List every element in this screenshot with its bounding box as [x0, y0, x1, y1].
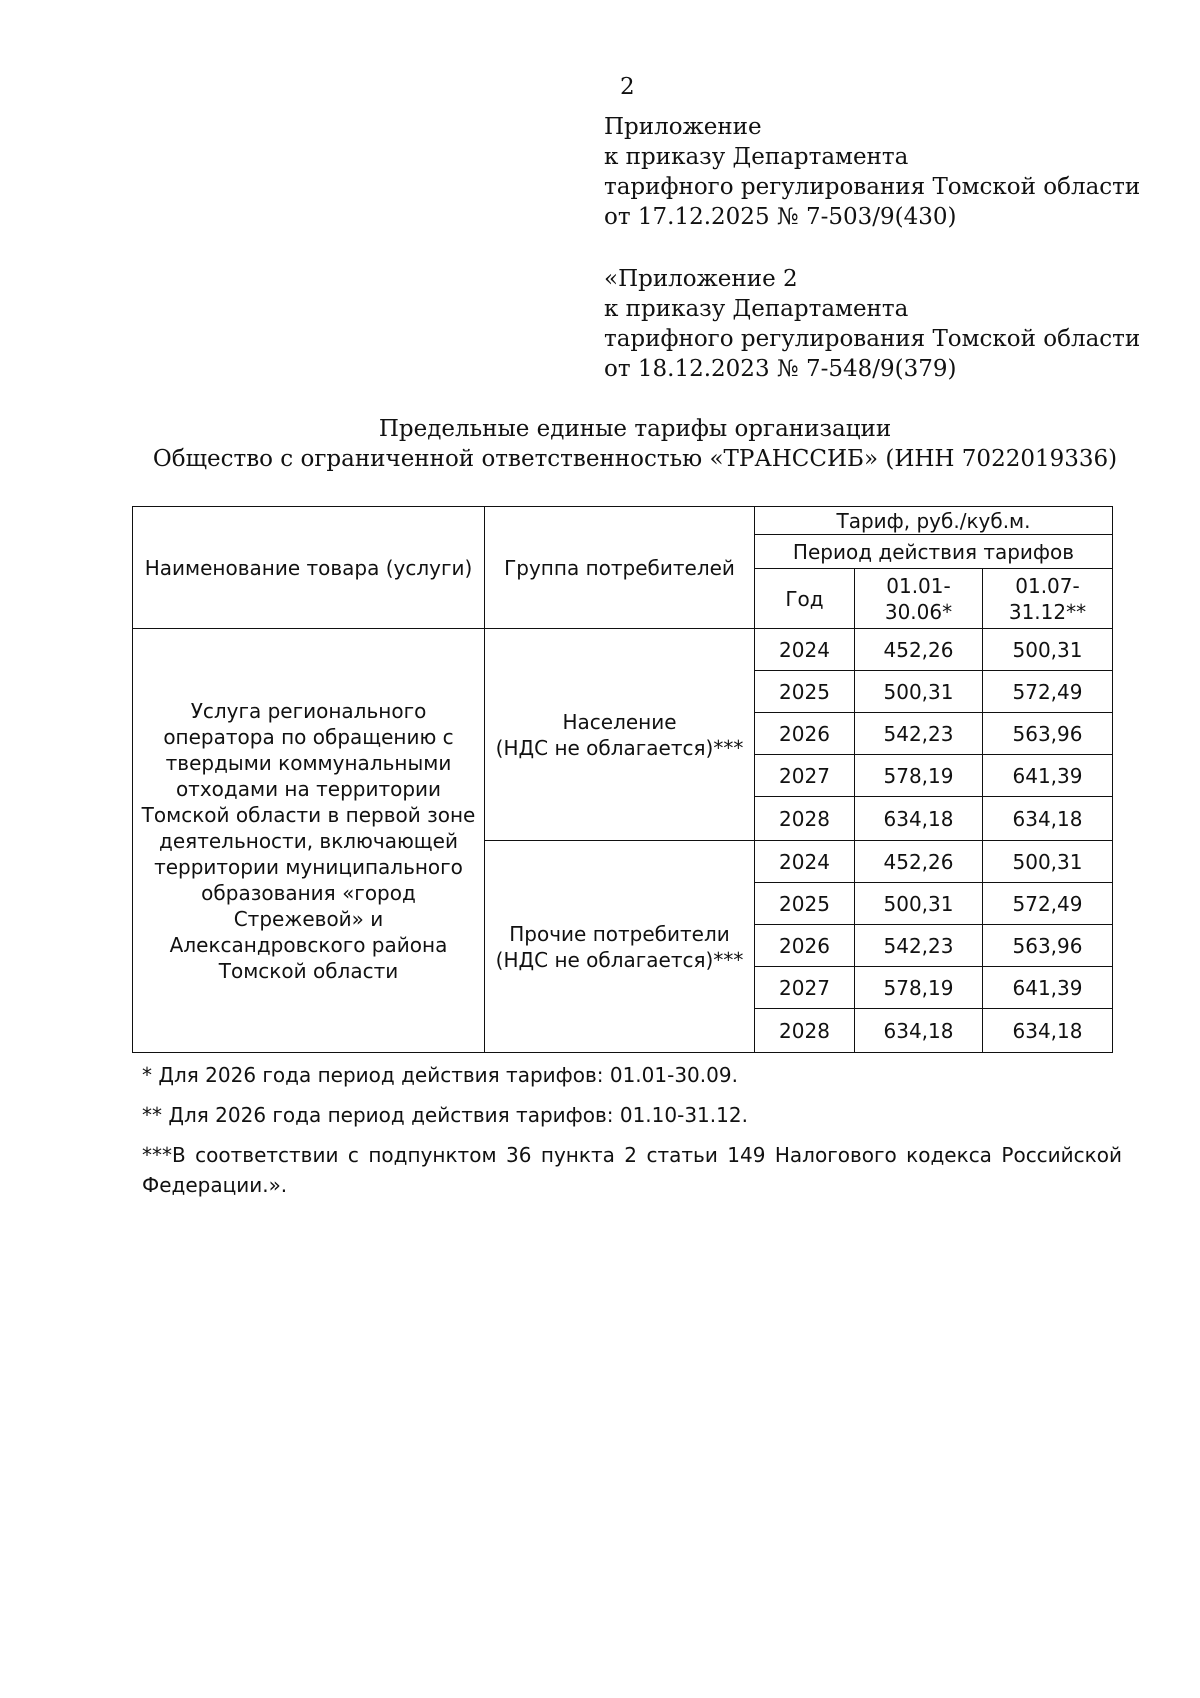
tariff-period-1-cell: 542,23	[855, 713, 983, 755]
tariff-period-2-cell: 572,49	[983, 883, 1113, 925]
tariff-period-2-cell: 500,31	[983, 841, 1113, 883]
tariff-period-2-cell: 634,18	[983, 1009, 1113, 1053]
year-cell: 2024	[755, 629, 855, 671]
tariff-period-1-cell: 452,26	[855, 841, 983, 883]
tariff-period-1-cell: 634,18	[855, 797, 983, 841]
tariff-period-1-cell: 578,19	[855, 755, 983, 797]
header-tariff: Тариф, руб./куб.м.	[755, 507, 1113, 535]
year-cell: 2026	[755, 713, 855, 755]
tariff-period-1-cell: 452,26	[855, 629, 983, 671]
appendix-line: к приказу Департамента	[604, 144, 909, 170]
year-cell: 2026	[755, 925, 855, 967]
tariff-period-1-cell: 578,19	[855, 967, 983, 1009]
service-name-cell: Услуга регионального оператора по обращению с твердыми коммунальными отходами на территории Томской области в первой зоне деятельности, включающей территории муниципального образования «город Стрежевой» и Александровского района Томской области	[133, 629, 485, 1053]
footnote-3: ***В соответствии с подпунктом 36 пункта 2 статьи 149 Налогового кодекса Российской Федерации.».	[142, 1143, 1122, 1197]
header-service: Наименование товара (услуги)	[133, 507, 485, 629]
header-group: Группа потребителей	[485, 507, 755, 629]
consumer-group-cell: Прочие потребители (НДС не облагается)***	[485, 841, 755, 1053]
year-cell: 2028	[755, 797, 855, 841]
appendix-header	[604, 112, 1141, 232]
year-cell: 2027	[755, 967, 855, 1009]
tariff-period-2-cell: 634,18	[983, 797, 1113, 841]
appendix-line: тарифного регулирования Томской области	[604, 326, 1141, 352]
table-row	[133, 629, 1113, 671]
year-cell: 2027	[755, 755, 855, 797]
appendix-line: Приложение	[604, 114, 762, 140]
tariff-period-1-cell: 634,18	[855, 1009, 983, 1053]
year-cell: 2025	[755, 883, 855, 925]
appendix-line: к приказу Департамента	[604, 296, 909, 322]
tariff-period-2-cell: 572,49	[983, 671, 1113, 713]
appendix-line: от 17.12.2025 № 7-503/9(430)	[604, 204, 957, 230]
year-cell: 2028	[755, 1009, 855, 1053]
header-period: Период действия тарифов	[755, 535, 1113, 569]
title-line-1: Предельные единые тарифы организации	[378, 416, 892, 442]
header-year: Год	[755, 569, 855, 629]
year-cell: 2024	[755, 841, 855, 883]
year-cell: 2025	[755, 671, 855, 713]
footnote-2: ** Для 2026 года период действия тарифов: 01.10-31.12.	[142, 1103, 748, 1127]
footnotes	[142, 1060, 1122, 1200]
header-period-2: 01.07- 31.12**	[983, 569, 1113, 629]
title-line-2: Общество с ограниченной ответственностью «ТРАНССИБ» (ИНН 7022019336)	[152, 446, 1118, 472]
tariff-period-1-cell: 500,31	[855, 671, 983, 713]
tariff-table	[132, 506, 1113, 1053]
appendix-line: тарифного регулирования Томской области	[604, 174, 1141, 200]
tariff-period-1-cell: 500,31	[855, 883, 983, 925]
page-number: 2	[620, 74, 635, 100]
header-period-1: 01.01- 30.06*	[855, 569, 983, 629]
tariff-period-2-cell: 641,39	[983, 967, 1113, 1009]
tariff-period-2-cell: 563,96	[983, 925, 1113, 967]
consumer-group-cell: Население (НДС не облагается)***	[485, 629, 755, 841]
amended-appendix-header	[604, 264, 1141, 384]
tariff-period-1-cell: 542,23	[855, 925, 983, 967]
document-title	[0, 414, 1200, 474]
tariff-period-2-cell: 641,39	[983, 755, 1113, 797]
tariff-period-2-cell: 500,31	[983, 629, 1113, 671]
appendix-line: от 18.12.2023 № 7-548/9(379)	[604, 356, 957, 382]
tariff-period-2-cell: 563,96	[983, 713, 1113, 755]
appendix-line: «Приложение 2	[604, 266, 798, 292]
footnote-1: * Для 2026 года период действия тарифов: 01.01-30.09.	[142, 1063, 738, 1087]
